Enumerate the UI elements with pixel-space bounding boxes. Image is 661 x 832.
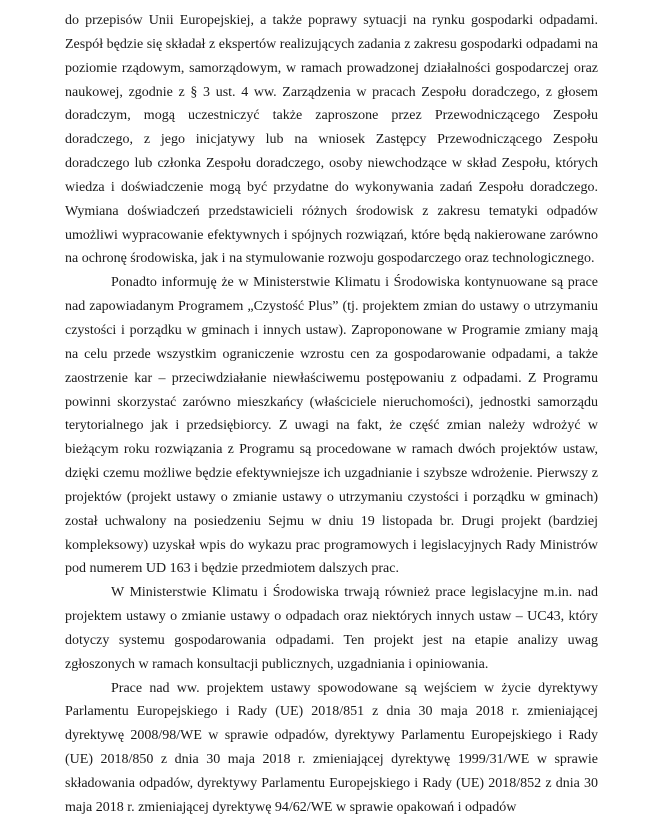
body-paragraph: Ponadto informuję że w Ministerstwie Klimatu i Środowiska kontynuowane są prace nad zapowiadanym Programem „Czystość Plus” (tj. projektem zmian do ustawy o utrzymaniu czystości i porządku w gminach i innych ustaw). Zaproponowane w Programie zmiany mają na celu przede wszystkim ograniczenie wzrostu cen za gospodarowanie odpadami, a także zaostrzenie kar – przeciwdziałanie niewłaściwemu postępowaniu z odpadami. Z Programu powinni skorzystać zarówno mieszkańcy (właściciele nieruchomości), jednostki samorządu terytorialnego jak i przedsiębiorcy. Z uwagi na fakt, że część zmian należy wdrożyć w bieżącym roku rozwiązania z Programu są procedowane w ramach dwóch projektów ustaw, dzięki czemu możliwe będzie efektywniejsze ich uzgadnianie i szybsze wdrożenie. Pierwszy z projektów (projekt ustawy o zmianie ustawy o utrzymaniu czystości i porządku w gminach) został uchwalony na posiedzeniu Sejmu w dniu 19 listopada br. Drugi projekt (bardziej kompleksowy) uzyskał wpis do wykazu prac programowych i legislacyjnych Rady Ministrów pod numerem UD 163 i będzie przedmiotem dalszych prac. [65, 275, 598, 577]
body-paragraph: do przepisów Unii Europejskiej, a także poprawy sytuacji na rynku gospodarki odpadami. Zespół będzie się składał z ekspertów realizujących zadania z zakresu gospodarki odpadami na poziomie rządowym, samorządowym, w ramach prowadzonej działalności gospodarczej oraz naukowej, zgodnie z § 3 ust. 4 ww. Zarządzenia w pracach Zespołu doradczego, z głosem doradczym, mogą uczestniczyć także zaproszone przez Przewodniczącego Zespołu doradczego, z jego inicjatywy lub na wniosek Zastępcy Przewodniczącego Zespołu doradczego lub członka Zespołu doradczego, osoby niewchodzące w skład Zespołu, których wiedza i doświadczenie mogą być przydatne do wykonywania zadań Zespołu doradczego. Wymiana doświadczeń przedstawicieli różnych środowisk z zakresu tematyki odpadów umożliwi wypracowanie efektywnych i spójnych rozwiązań, które będą nakierowane zarówno na ochronę środowiska, jak i na stymulowanie rozwoju gospodarczego oraz technologicznego. [65, 13, 598, 267]
body-paragraph: Prace nad ww. projektem ustawy spowodowane są wejściem w życie dyrektywy Parlamentu Europejskiego i Rady (UE) 2018/851 z dnia 30 maja 2018 r. zmieniającej dyrektywę 2008/98/WE w sprawie odpadów, dyrektywy Parlamentu Europejskiego i Rady (UE) 2018/850 z dnia 30 maja 2018 r. zmieniającej dyrektywę 1999/31/WE w sprawie składowania odpadów, dyrektywy Parlamentu Europejskiego i Rady (UE) 2018/852 z dnia 30 maja 2018 r. zmieniającej dyrektywę 94/62/WE w sprawie opakowań i odpadów [65, 680, 598, 815]
document-page [65, 9, 598, 820]
body-paragraph: W Ministerstwie Klimatu i Środowiska trwają również prace legislacyjne m.in. nad projektem ustawy o zmianie ustawy o odpadach oraz niektórych innych ustaw – UC43, który dotyczy systemu gospodarowania odpadami. Ten projekt jest na etapie analizy uwag zgłoszonych w ramach konsultacji publicznych, uzgadniania i opiniowania. [65, 585, 598, 672]
